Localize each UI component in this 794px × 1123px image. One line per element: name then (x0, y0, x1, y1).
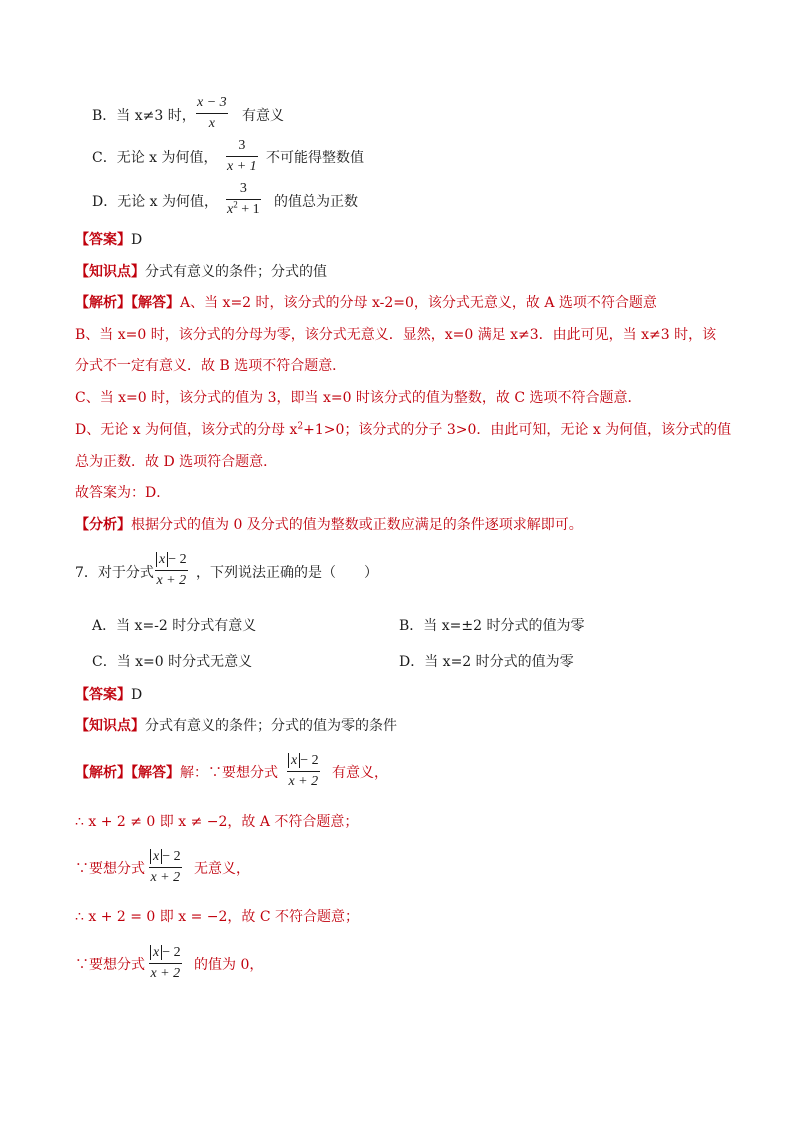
fraction-bar (287, 771, 320, 772)
q6-analysis-line-5 (75, 423, 731, 437)
q7-knowledge (75, 719, 397, 733)
analysis-text-pre: D、无论 x 为何值，该分式的分母 x (75, 422, 298, 438)
fraction-denominator: x + 2 (150, 966, 181, 981)
q6-option-d-fraction (226, 182, 261, 217)
answer-value: D (131, 232, 143, 248)
denominator-base: x (227, 202, 234, 217)
knowledge-value: 分式有意义的条件；分式的值为零的条件 (145, 718, 397, 734)
q7-analysis-fraction-1 (287, 754, 320, 789)
fraction-denominator: x + 2 (156, 573, 187, 588)
absolute-value: x (156, 552, 168, 567)
fraction-numerator (149, 946, 182, 960)
numerator-tail: − 2 (162, 849, 181, 864)
q7-option-a: A．当 x=-2 时分式有意义 (92, 618, 257, 634)
q6-answer (75, 233, 142, 247)
analysis-text-post: +1>0；该分式的分子 3>0．由此可知，无论 x 为何值，该分式的值 (303, 422, 732, 438)
absolute-value: x (150, 945, 162, 960)
q7-analysis-line-3-pre: ∵要想分式 (75, 861, 145, 877)
q6-option-b-label: B．当 x≠3 时， (92, 108, 196, 124)
review-tag: 【分析】 (75, 517, 131, 533)
fraction-numerator (287, 754, 320, 768)
analysis-text: A、当 x=2 时，该分式的分母 x-2=0，该分式无意义，故 A 选项不符合题意 (180, 295, 657, 311)
q7-stem-fraction (155, 553, 188, 588)
q6-option-b-fraction (196, 96, 228, 131)
q7-analysis-line-1 (75, 766, 278, 780)
fraction-numerator: 3 (238, 138, 246, 153)
q7-option-d: D．当 x=2 时分式的值为零 (399, 654, 574, 670)
analysis-tag: 【解析】【解答】 (75, 765, 180, 781)
analysis-exponent: 2 (297, 421, 304, 432)
numerator-tail: − 2 (162, 945, 181, 960)
q7-analysis-fraction-3 (149, 946, 182, 981)
q7-analysis-line-4: ∴ x + 2 = 0 即 x = −2，故 C 不符合题意； (75, 909, 360, 925)
absolute-value: x (150, 849, 162, 864)
analysis-tag: 【解析】【解答】 (75, 295, 180, 311)
q6-option-c-fraction (226, 139, 258, 174)
fraction-denominator: x + 2 (150, 870, 181, 885)
fraction-numerator: 3 (239, 181, 247, 196)
fraction-bar (149, 867, 182, 868)
knowledge-tag: 【知识点】 (75, 264, 145, 280)
q7-analysis-line-2: ∴ x + 2 ≠ 0 即 x ≠ −2，故 A 不符合题意； (75, 814, 359, 830)
fraction-bar (196, 113, 228, 114)
answer-value: D (131, 687, 143, 703)
q6-analysis-line-4: C、当 x=0 时，该分式的值为 3，即当 x=0 时该分式的值为整数，故 C 选项不符合题意． (75, 390, 642, 406)
q7-option-b: B．当 x=±2 时分式的值为零 (399, 618, 585, 634)
fraction-bar (155, 570, 188, 571)
q6-analysis-line-7: 故答案为：D． (75, 485, 171, 501)
q6-knowledge (75, 265, 327, 279)
q7-analysis-line-1-post: 有意义， (332, 765, 388, 781)
q6-option-c-text: 不可能得整数值 (266, 150, 364, 166)
fraction-numerator (149, 850, 182, 864)
answer-tag: 【答案】 (75, 232, 131, 248)
q6-option-c-label: C．无论 x 为何值， (92, 150, 218, 166)
fraction-denominator: x + 1 (227, 159, 257, 174)
q6-analysis-line-2: B、当 x=0 时，该分式的分母为零，该分式无意义．显然，x=0 满足 x≠3．由此可见，当 x≠3 时，该 (75, 327, 717, 343)
fraction-numerator: x − 3 (197, 95, 227, 110)
analysis-text-pre: 解：∵要想分式 (180, 765, 278, 781)
q7-answer (75, 688, 142, 702)
knowledge-value: 分式有意义的条件；分式的值 (145, 264, 327, 280)
q7-stem-prefix: 7．对于分式 (75, 565, 154, 581)
denominator-exponent: 2 (233, 199, 238, 210)
q6-analysis-line-1 (75, 296, 657, 310)
fraction-bar (226, 156, 258, 157)
q6-analysis-line-3: 分式不一定有意义．故 B 选项不符合题意． (75, 358, 347, 374)
fraction-numerator (155, 553, 188, 567)
q7-analysis-line-3-post: 无意义， (194, 861, 250, 877)
numerator-tail: − 2 (168, 552, 187, 567)
answer-tag: 【答案】 (75, 687, 131, 703)
numerator-tail: − 2 (300, 753, 319, 768)
fraction-denominator: x (208, 116, 215, 131)
absolute-value: x (288, 753, 300, 768)
review-text: 根据分式的值为 0 及分式的值为整数或正数应满足的条件逐项求解即可。 (131, 517, 583, 533)
q6-analysis-line-6: 总为正数．故 D 选项符合题意． (75, 454, 278, 470)
q7-stem-suffix: ，下列说法正确的是（ ） (196, 565, 378, 581)
fraction-denominator (226, 199, 261, 217)
q6-option-d-label: D．无论 x 为何值， (92, 194, 219, 210)
q7-analysis-fraction-2 (149, 850, 182, 885)
denominator-tail: + 1 (237, 202, 260, 217)
q7-analysis-line-5-post: 的值为 0， (194, 957, 264, 973)
knowledge-tag: 【知识点】 (75, 718, 145, 734)
fraction-denominator: x + 2 (288, 774, 319, 789)
q7-option-c: C．当 x=0 时分式无意义 (92, 654, 253, 670)
q6-review (75, 518, 583, 532)
q6-option-d-text: 的值总为正数 (274, 194, 358, 210)
q7-analysis-line-5-pre: ∵要想分式 (75, 957, 145, 973)
q6-option-b-text: 有意义 (242, 108, 284, 124)
fraction-bar (149, 963, 182, 964)
fraction-bar (226, 199, 261, 200)
